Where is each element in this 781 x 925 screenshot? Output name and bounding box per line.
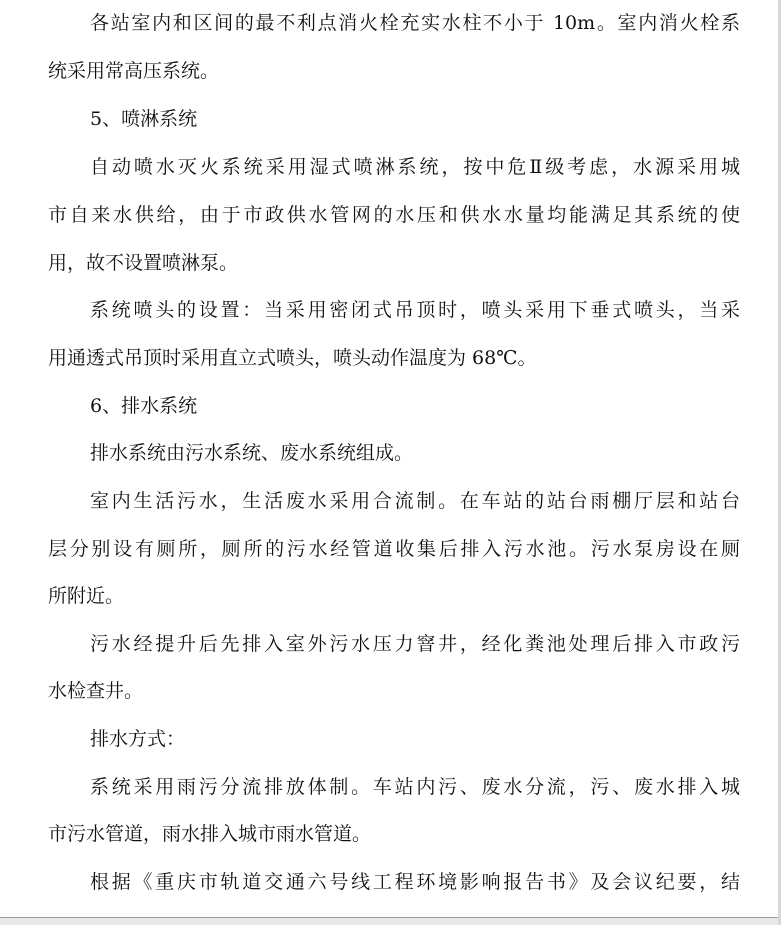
text-line: 排水系统由污水系统、废水系统组成。 — [90, 442, 414, 464]
text-line: 系统采用雨污分流排放体制。车站内污、废水分流，污、废水排入城 — [90, 776, 740, 798]
text-line: 层分别设有厕所，厕所的污水经管道收集后排入污水池。污水泵房设在厕 — [48, 538, 740, 560]
text-line: 水检查井。 — [48, 680, 144, 702]
text-line: 排水方式： — [90, 728, 186, 750]
text-line: 统采用常高压系统。 — [48, 60, 220, 82]
section-heading: 5、喷淋系统 — [90, 108, 198, 130]
text-line: 各站室内和区间的最不利点消火栓充实水柱不小于 10m。室内消火栓系 — [90, 12, 740, 34]
text-line: 系统喷头的设置：当采用密闭式吊顶时，喷头采用下垂式喷头，当采 — [90, 299, 740, 321]
page-bottom-edge — [0, 917, 781, 925]
text-line: 市污水管道，雨水排入城市雨水管道。 — [48, 823, 372, 845]
section-heading: 6、排水系统 — [90, 395, 198, 417]
text-line: 根据《重庆市轨道交通六号线工程环境影响报告书》及会议纪要，结 — [90, 871, 740, 893]
text-line: 用通透式吊顶时采用直立式喷头，喷头动作温度为 68℃。 — [48, 347, 537, 369]
text-line: 市自来水供给，由于市政供水管网的水压和供水水量均能满足其系统的使 — [48, 204, 740, 226]
text-line: 用，故不设置喷淋泵。 — [48, 252, 239, 274]
text-line: 所附近。 — [48, 585, 125, 607]
text-line: 室内生活污水，生活废水采用合流制。在车站的站台雨棚厅层和站台 — [90, 490, 740, 512]
text-line: 污水经提升后先排入室外污水压力窨井，经化粪池处理后排入市政污 — [90, 633, 740, 655]
text-line: 自动喷水灭火系统采用湿式喷淋系统，按中危Ⅱ级考虑，水源采用城 — [90, 156, 740, 178]
